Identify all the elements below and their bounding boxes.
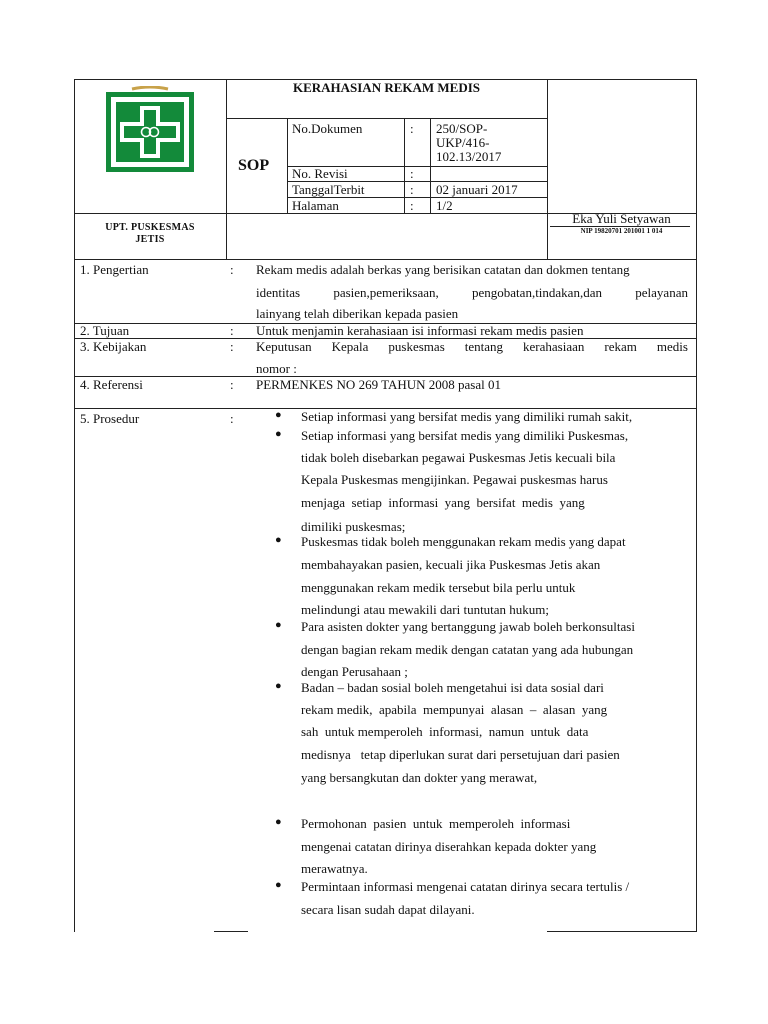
body-bottom-right <box>547 931 696 932</box>
section-label-prosedur: 5. Prosedur <box>80 411 140 426</box>
prosedur-line: mengenai catatan dirinya diserahkan kepada dokter yang <box>301 839 597 854</box>
prosedur-line: menjaga setiap informasi yang bersifat medis yang <box>301 495 585 510</box>
section-sep-pengertian: : <box>230 262 234 277</box>
prosedur-line: menggunakan rekam medik tersebut bila perlu untuk <box>301 580 576 595</box>
org-name-line2: JETIS <box>135 234 165 245</box>
sep-column-right <box>430 118 431 213</box>
prosedur-line: sah untuk memperoleh informasi, namun untuk data <box>301 724 589 739</box>
sop-column-divider <box>287 118 288 213</box>
section-label-tujuan: 2. Tujuan <box>80 323 130 338</box>
signatory-name: Eka Yuli Setyawan <box>572 211 671 226</box>
sep-column-left <box>404 118 405 213</box>
bullet-icon: ● <box>275 619 282 631</box>
prosedur-line: medisnya tetap diperlukan surat dari persetujuan dari pasien <box>301 747 620 762</box>
prosedur-line: membahayakan pasien, kecuali jika Puskesmas Jetis akan <box>301 557 601 572</box>
section-sep-kebijakan: : <box>230 339 234 354</box>
kebijakan-word: rekam <box>604 339 637 354</box>
prosedur-line: secara lisan sudah dapat dilayani. <box>301 902 475 917</box>
right-border <box>696 79 697 932</box>
header-body-border <box>74 259 696 260</box>
pengertian-word: pelayanan <box>635 285 688 300</box>
bullet-icon: ● <box>275 409 282 421</box>
prosedur-line: Kepala Puskesmas mengijinkan. Pegawai puskesmas harus <box>301 472 608 487</box>
signatory-nip: NIP 19820701 201001 1 014 <box>580 227 663 235</box>
field-value-no-dokumen-2: UKP/416- <box>436 135 490 150</box>
field-sep-no-revisi: : <box>410 166 414 181</box>
section-sep-prosedur: : <box>230 411 234 426</box>
prosedur-line: Setiap informasi yang bersifat medis yang dimiliki Puskesmas, <box>301 428 629 443</box>
prosedur-line: melindungi atau mewakili dari tuntutan hukum; <box>301 602 550 617</box>
prosedur-line: merawatnya. <box>301 861 368 876</box>
kebijakan-line-2: nomor : <box>256 361 297 376</box>
kebijakan-word: kerahasiaan <box>523 339 585 354</box>
kebijakan-word: tentang <box>464 339 504 354</box>
section-sep-tujuan: : <box>230 323 234 338</box>
prosedur-line: yang bersangkutan dan dokter yang merawat, <box>301 770 538 785</box>
field-sep-halaman: : <box>410 198 414 213</box>
pengertian-line-1: Rekam medis adalah berkas yang berisikan catatan dan dokmen tentang <box>256 262 630 277</box>
prosedur-line: Permohonan pasien untuk memperoleh informasi <box>301 816 571 831</box>
pengertian-line-3: lainyang telah diberikan kepada pasien <box>256 306 459 321</box>
field-sep-no-dokumen: : <box>410 121 414 136</box>
field-value-tanggal-terbit: 02 januari 2017 <box>436 182 518 197</box>
puskesmas-cross-logo-icon <box>104 86 196 174</box>
sop-label: SOP <box>238 157 270 174</box>
section-label-pengertian: 1. Pengertian <box>80 262 149 277</box>
kebijakan-word: puskesmas <box>388 339 445 354</box>
kebijakan-word: Kepala <box>331 339 369 354</box>
field-value-no-dokumen-3: 102.13/2017 <box>436 149 502 164</box>
kebijakan-line-1 <box>256 339 688 355</box>
prosedur-line: Badan – badan sosial boleh mengetahui isi data sosial dari <box>301 680 604 695</box>
kebijakan-word: medis <box>656 339 688 354</box>
prosedur-line: Puskesmas tidak boleh menggunakan rekam medis yang dapat <box>301 534 626 549</box>
title-bottom-border <box>226 118 547 119</box>
field-label-tanggal-terbit: TanggalTerbit <box>292 182 365 197</box>
bullet-icon: ● <box>275 428 282 440</box>
bullet-icon: ● <box>275 680 282 692</box>
org-name-line1: UPT. PUSKESMAS <box>105 222 195 233</box>
field-label-no-revisi: No. Revisi <box>292 166 348 181</box>
tujuan-text: Untuk menjamin kerahasiaan isi informasi rekam medis pasien <box>256 323 584 338</box>
prosedur-line: Permintaan informasi mengenai catatan dirinya secara tertulis / <box>301 879 630 894</box>
section-sep-referensi: : <box>230 377 234 392</box>
body-bottom-left <box>214 931 248 932</box>
field-label-no-dokumen: No.Dokumen <box>292 121 363 136</box>
prosedur-line: dengan Perusahaan ; <box>301 664 408 679</box>
pengertian-word: pasien,pemeriksaan, <box>333 285 439 300</box>
prosedur-line: tidak boleh disebarkan pegawai Puskesmas Jetis kecuali bila <box>301 450 616 465</box>
bullet-icon: ● <box>275 816 282 828</box>
field-sep-tanggal-terbit: : <box>410 182 414 197</box>
kebijakan-word: Keputusan <box>256 339 312 354</box>
referensi-text: PERMENKES NO 269 TAHUN 2008 pasal 01 <box>256 377 501 392</box>
pengertian-word: identitas <box>256 285 301 300</box>
section-label-kebijakan: 3. Kebijakan <box>80 339 147 354</box>
bullet-icon: ● <box>275 879 282 891</box>
pengertian-word: pengobatan,tindakan,dan <box>472 285 602 300</box>
prosedur-line: dimiliki puskesmas; <box>301 519 406 534</box>
field-value-halaman: 1/2 <box>436 198 453 213</box>
left-border <box>74 79 75 932</box>
section-label-referensi: 4. Referensi <box>80 377 143 392</box>
prosedur-line: rekam medik, apabila mempunyai alasan – alasan yang <box>301 702 608 717</box>
prosedur-line: Para asisten dokter yang bertanggung jawab boleh berkonsultasi <box>301 619 635 634</box>
prosedur-line: Setiap informasi yang bersifat medis yang dimiliki rumah sakit, <box>301 409 633 424</box>
prosedur-line: dengan bagian rekam medik dengan catatan yang ada hubungan <box>301 642 634 657</box>
pengertian-line-2 <box>256 285 688 301</box>
field-label-halaman: Halaman <box>292 198 339 213</box>
bullet-icon: ● <box>275 534 282 546</box>
document-title: KERAHASIAN REKAM MEDIS <box>292 80 481 95</box>
field-value-no-dokumen-1: 250/SOP- <box>436 121 488 136</box>
logo-column-divider <box>226 79 227 259</box>
